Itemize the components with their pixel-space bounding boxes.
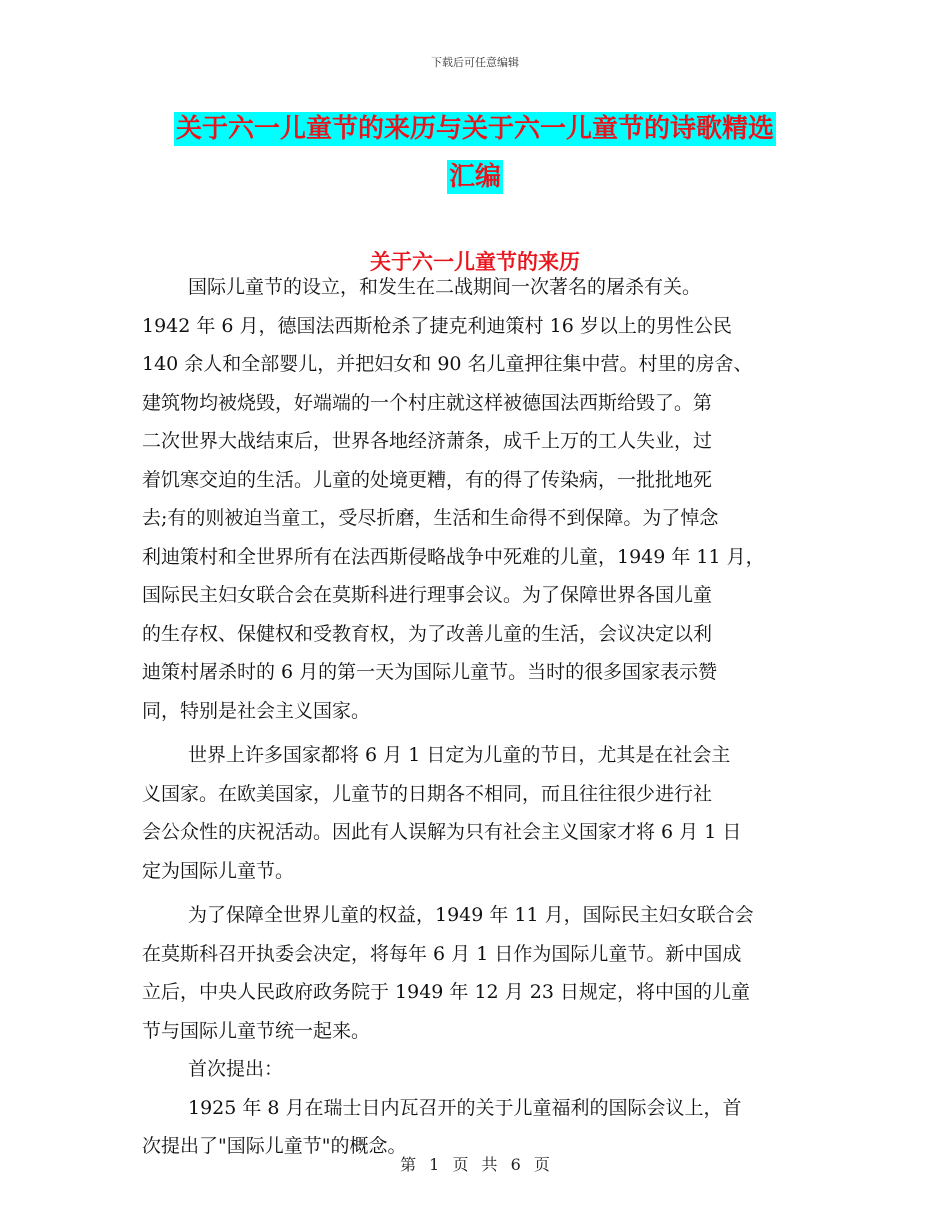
text-line: 国际儿童节的设立，和发生在二战期间一次著名的屠杀有关。 [188,276,702,298]
text-line: 去;有的则被迫当童工，受尽折磨，生活和生命得不到保障。为了悼念 [142,507,719,529]
text-line: 的生存权、保健权和受教育权，为了改善儿童的生活，会议决定以利 [142,622,713,645]
text-line: 立后，中央人民政府政务院于 1949 年 12 月 23 日规定，将中国的儿童 [142,981,750,1003]
text-line: 为了保障全世界儿童的权益，1949 年 11 月，国际民主妇女联合会 [188,904,754,926]
title-line-2: 汇编 [448,162,501,192]
text-line: 世界上许多国家都将 6 月 1 日定为儿童的节日，尤其是在社会主 [188,744,731,766]
text-line: 着饥寒交迫的生活。儿童的处境更糟，有的得了传染病，一批批地死 [142,468,713,491]
paragraph [142,896,822,1050]
paragraph [142,268,822,730]
paragraph [142,736,822,890]
text-line: 1925 年 8 月在瑞士日内瓦召开的关于儿童福利的国际会议上，首 [188,1096,742,1119]
text-line: 在莫斯科召开执委会决定，将每年 6 月 1 日作为国际儿童节。新中国成 [142,942,742,965]
document-body [142,268,822,1166]
page-number-footer: 第 1 页 共 6 页 [400,1155,550,1174]
text-line: 建筑物均被烧毁，好端端的一个村庄就这样被德国法西斯给毁了。第 [142,391,713,414]
text-line: 义国家。在欧美国家，儿童节的日期各不相同，而且往往很少进行社 [142,782,713,805]
text-line: 节与国际儿童节统一起来。 [142,1019,371,1042]
text-line: 二次世界大战结束后，世界各地经济萧条，成千上万的工人失业，过 [142,430,713,452]
text-line: 次提出了"国际儿童节"的概念。 [142,1135,407,1157]
page-header-note: 下载后可任意编辑 [431,56,519,69]
text-line: 国际民主妇女联合会在莫斯科进行理事会议。为了保障世界各国儿童 [142,584,713,606]
text-line: 1942 年 6 月，德国法西斯枪杀了捷克利迪策村 16 岁以上的男性公民 [142,314,732,337]
text-line: 迪策村屠杀时的 6 月的第一天为国际儿童节。当时的很多国家表示赞 [142,661,718,683]
text-line: 会公众性的庆祝活动。因此有人误解为只有社会主义国家才将 6 月 1 日 [142,821,742,843]
paragraph [142,1050,822,1089]
title-line-1: 关于六一儿童节的来历与关于六一儿童节的诗歌精选 [175,114,774,144]
text-line: 首次提出： [188,1058,284,1080]
text-line: 定为国际儿童节。 [142,859,295,882]
document-title [0,112,950,194]
text-line: 利迪策村和全世界所有在法西斯侵略战争中死难的儿童，1949 年 11 月， [142,545,765,568]
section-title: 关于六一儿童节的来历 [370,250,580,274]
text-line: 140 余人和全部婴儿，并把妇女和 90 名儿童押往集中营。村里的房舍、 [142,353,753,375]
text-line: 同，特别是社会主义国家。 [142,699,371,722]
